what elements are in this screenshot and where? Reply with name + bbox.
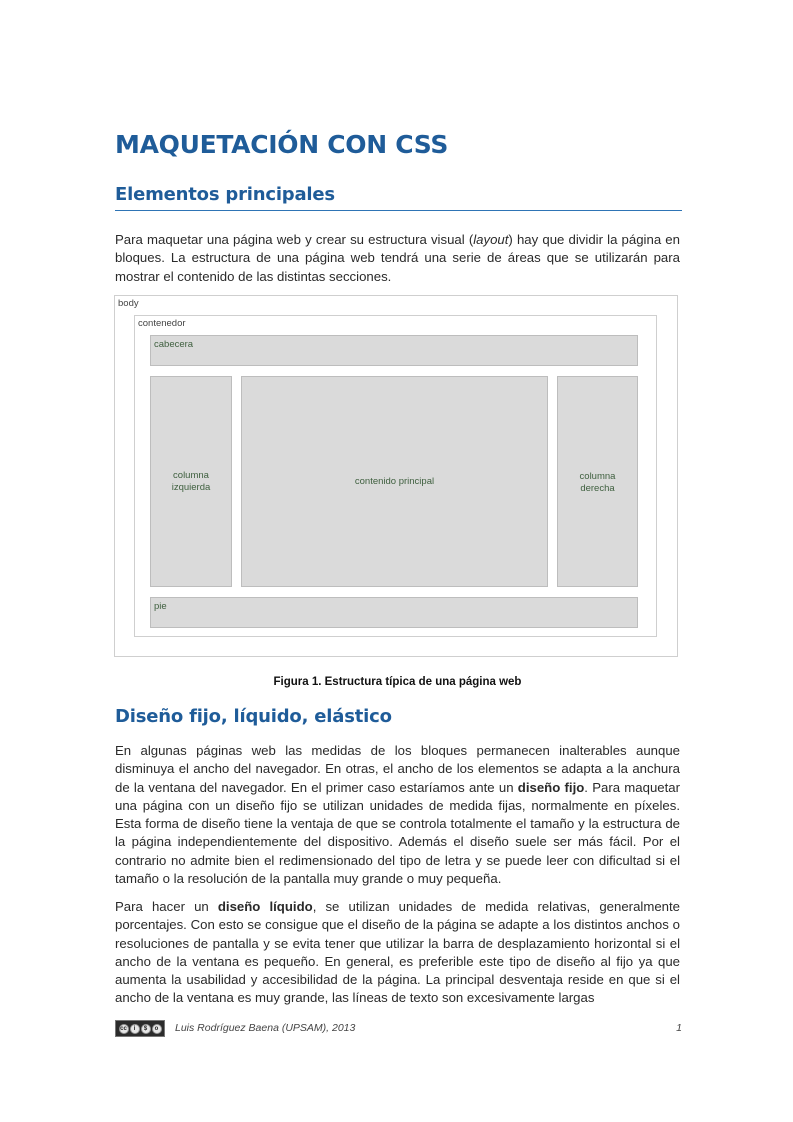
figure-columna-derecha-label xyxy=(558,471,637,495)
footer-page-number: 1 xyxy=(676,1022,682,1034)
figure-pie-label: pie xyxy=(154,601,167,612)
figure-columna-derecha-line2: derecha xyxy=(580,483,615,494)
figure-contenido-principal-box xyxy=(241,376,548,587)
paragraph-diseno-liquido-bold: diseño líquido xyxy=(217,899,313,914)
page-footer xyxy=(115,1020,682,1038)
paragraph-diseno-liquido-text-a: Para hacer un xyxy=(115,899,218,914)
paragraph-diseno-fijo-text-c: . Para maquetar una página con un diseño fijo se utilizan unidades de medida fijas, normalmente en píxeles. Esta forma de diseño tiene la ventaja de que se controla totalmente el tamaño y la estructura de la página independientemente del dispositivo. Además el diseño suele ser más fácil. Por el contrario no admite bien el redimensionado del tipo de letra y se puede leer con dificultad si el tamaño o la resolución de la pantalla muy grande o muy pequeña. xyxy=(115,779,681,887)
paragraph-diseno-fijo xyxy=(115,742,680,888)
paragraph-diseno-fijo-bold: diseño fijo xyxy=(517,779,585,795)
figure-columna-izquierda-line1: columna xyxy=(173,469,209,481)
footer-author: Luis Rodríguez Baena (UPSAM), 2013 xyxy=(175,1022,356,1034)
figure-cabecera-box xyxy=(150,335,638,366)
figure-columna-izquierda-line2: izquierda xyxy=(171,481,211,493)
paragraph-diseno-liquido-text-c: , se utilizan unidades de medida relativas, generalmente porcentajes. Con esto se consigue que el diseño de la página se adapte a los distintos anchos o resoluciones de pantalla y se evita tener que utilizar la barra de desplazamiento horizontal si el ancho de la ventana es pequeño. En general, es preferible este tipo de diseño al fijo ya que aumenta la usabilidad y accesibilidad de la página. La principal desventaja reside en que si el ancho de la ventana es muy grande, las líneas de texto son excesivamente largas xyxy=(115,899,680,1006)
paragraph-intro xyxy=(115,231,680,286)
figure-contenido-principal-label: contenido principal xyxy=(354,475,435,487)
figure-contenedor-label: contenedor xyxy=(138,318,186,329)
figure-cabecera-label: cabecera xyxy=(154,339,194,350)
paragraph-intro-text-b: ) hay que dividir la página en bloques. La estructura de una página web tendrá una serie de áreas que se utilizarán para mostrar el contenido de las distintas secciones. xyxy=(115,232,680,284)
paragraph-intro-text-a: Para maquetar una página web y crear su estructura visual ( xyxy=(115,232,474,247)
figure-columna-derecha-box xyxy=(557,376,638,587)
page-title: MAQUETACIÓN CON CSS xyxy=(115,130,449,159)
figure-pie-box xyxy=(150,597,638,628)
figure-caption: Figura 1. Estructura típica de una página web xyxy=(273,676,522,688)
figure-columna-derecha-line1: columna xyxy=(579,471,616,482)
figure-body-label: body xyxy=(118,298,139,309)
paragraph-diseno-fijo-text-a: En algunas páginas web las medidas de los bloques permanecen inalterables aunque disminuya el ancho del navegador. En otras, el ancho de los elementos se adapta a la anchura de la ventana del navegador. En el primer caso estaríamos ante un xyxy=(115,743,680,795)
figure-columna-izquierda-box xyxy=(150,376,232,587)
figure-columna-izquierda-label xyxy=(151,470,231,494)
section-heading-diseno: Diseño fijo, líquido, elástico xyxy=(115,706,392,727)
paragraph-intro-em: layout xyxy=(473,232,509,247)
paragraph-diseno-liquido xyxy=(115,898,680,1008)
section-heading-elementos: Elementos principales xyxy=(115,184,682,211)
creative-commons-license-icon: cc i $ o xyxy=(115,1020,165,1037)
